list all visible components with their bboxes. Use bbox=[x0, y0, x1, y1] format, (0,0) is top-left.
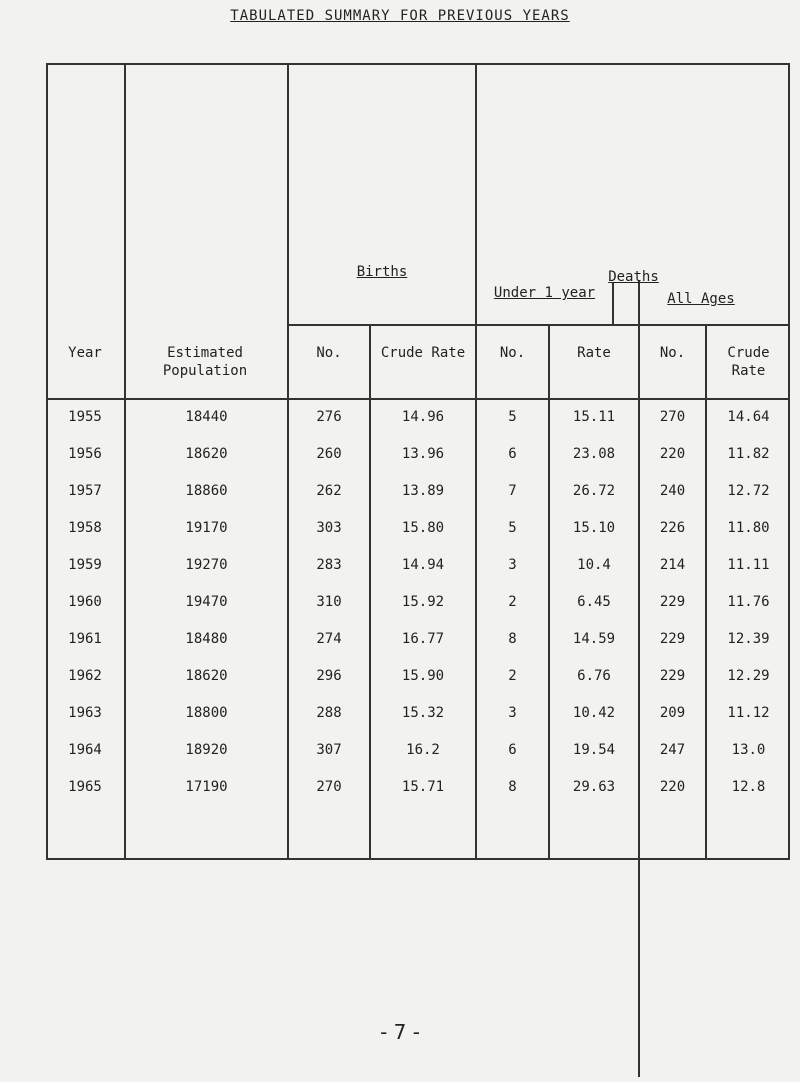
divider bbox=[287, 324, 790, 326]
births-header: Births bbox=[356, 264, 408, 280]
cell-population: 18620 bbox=[185, 668, 228, 684]
cell-births-no: 276 bbox=[316, 409, 342, 425]
cell-deaths-rate: 11.12 bbox=[727, 705, 770, 721]
cell-births-no: 262 bbox=[316, 483, 342, 499]
all-ages-header: All Ages bbox=[667, 291, 735, 307]
cell-births-rate: 13.89 bbox=[401, 483, 445, 499]
cell-infant-rate: 29.63 bbox=[572, 779, 616, 795]
cell-deaths-no: 229 bbox=[659, 668, 686, 684]
cell-deaths-rate: 11.11 bbox=[727, 557, 770, 573]
divider bbox=[46, 398, 790, 400]
cell-births-rate: 13.96 bbox=[401, 446, 445, 462]
cell-infant-no: 5 bbox=[508, 409, 517, 425]
page-number: - 7 - bbox=[380, 1020, 420, 1044]
cell-infant-no: 5 bbox=[508, 520, 517, 536]
cell-year: 1964 bbox=[68, 742, 102, 758]
cell-births-no: 283 bbox=[316, 557, 342, 573]
page-title: TABULATED SUMMARY FOR PREVIOUS YEARS bbox=[230, 8, 570, 24]
cell-infant-no: 8 bbox=[508, 779, 517, 795]
cell-year: 1961 bbox=[68, 631, 102, 647]
cell-infant-rate: 15.11 bbox=[572, 409, 616, 425]
cell-deaths-no: 226 bbox=[659, 520, 686, 536]
cell-births-rate: 14.96 bbox=[401, 409, 445, 425]
cell-births-no: 303 bbox=[316, 520, 342, 536]
cell-births-no: 270 bbox=[316, 779, 342, 795]
cell-infant-rate: 10.42 bbox=[572, 705, 616, 721]
under-one-header: Under 1 year bbox=[493, 285, 596, 301]
year-header: Year bbox=[68, 345, 102, 361]
cell-population: 19470 bbox=[185, 594, 228, 610]
cell-deaths-rate: 14.64 bbox=[727, 409, 770, 425]
cell-deaths-rate: 12.72 bbox=[727, 483, 770, 499]
cell-population: 18920 bbox=[185, 742, 228, 758]
cell-deaths-rate: 11.76 bbox=[727, 594, 770, 610]
cell-births-no: 260 bbox=[316, 446, 342, 462]
cell-deaths-no: 209 bbox=[659, 705, 686, 721]
cell-infant-no: 3 bbox=[508, 705, 517, 721]
cell-population: 19270 bbox=[185, 557, 228, 573]
cell-deaths-rate: 11.82 bbox=[727, 446, 770, 462]
cell-year: 1957 bbox=[68, 483, 102, 499]
cell-infant-no: 3 bbox=[508, 557, 517, 573]
cell-population: 18440 bbox=[185, 409, 228, 425]
population-header: Estimated Population bbox=[162, 345, 248, 379]
cell-year: 1959 bbox=[68, 557, 102, 573]
cell-births-rate: 15.92 bbox=[401, 594, 445, 610]
cell-infant-rate: 23.08 bbox=[572, 446, 616, 462]
deaths-no-header: No. bbox=[659, 345, 686, 361]
cell-infant-no: 8 bbox=[508, 631, 517, 647]
cell-births-no: 274 bbox=[316, 631, 342, 647]
infant-no-header: No. bbox=[499, 345, 526, 361]
cell-deaths-rate: 12.8 bbox=[731, 779, 766, 795]
cell-deaths-no: 240 bbox=[659, 483, 686, 499]
cell-deaths-rate: 12.29 bbox=[727, 668, 770, 684]
cell-infant-rate: 19.54 bbox=[572, 742, 616, 758]
cell-infant-rate: 6.45 bbox=[577, 594, 611, 610]
cell-births-rate: 14.94 bbox=[401, 557, 445, 573]
cell-births-no: 307 bbox=[316, 742, 342, 758]
cell-population: 19170 bbox=[185, 520, 228, 536]
cell-births-rate: 15.90 bbox=[401, 668, 445, 684]
cell-year: 1955 bbox=[68, 409, 102, 425]
cell-deaths-no: 247 bbox=[659, 742, 686, 758]
cell-infant-rate: 6.76 bbox=[577, 668, 611, 684]
cell-infant-rate: 10.4 bbox=[577, 557, 611, 573]
cell-year: 1958 bbox=[68, 520, 102, 536]
cell-deaths-no: 229 bbox=[659, 631, 686, 647]
cell-population: 18860 bbox=[185, 483, 228, 499]
cell-births-rate: 15.80 bbox=[401, 520, 445, 536]
cell-infant-rate: 15.10 bbox=[572, 520, 616, 536]
cell-population: 17190 bbox=[185, 779, 228, 795]
cell-infant-no: 2 bbox=[508, 668, 517, 684]
cell-deaths-rate: 11.80 bbox=[727, 520, 770, 536]
births-no-header: No. bbox=[316, 345, 342, 361]
cell-infant-no: 2 bbox=[508, 594, 517, 610]
births-rate-header: Crude Rate bbox=[380, 345, 466, 361]
deaths-header: Deaths bbox=[608, 269, 659, 285]
cell-year: 1963 bbox=[68, 705, 102, 721]
cell-deaths-rate: 12.39 bbox=[727, 631, 770, 647]
cell-infant-no: 6 bbox=[508, 446, 517, 462]
cell-year: 1965 bbox=[68, 779, 102, 795]
cell-year: 1960 bbox=[68, 594, 102, 610]
cell-births-no: 296 bbox=[316, 668, 342, 684]
cell-births-rate: 15.71 bbox=[401, 779, 445, 795]
cell-infant-no: 6 bbox=[508, 742, 517, 758]
cell-deaths-no: 220 bbox=[659, 779, 686, 795]
cell-deaths-rate: 13.0 bbox=[731, 742, 766, 758]
cell-infant-rate: 26.72 bbox=[572, 483, 616, 499]
cell-births-rate: 16.77 bbox=[401, 631, 445, 647]
cell-population: 18620 bbox=[185, 446, 228, 462]
cell-population: 18800 bbox=[185, 705, 228, 721]
cell-infant-no: 7 bbox=[508, 483, 517, 499]
infant-rate-header: Rate bbox=[577, 345, 611, 361]
cell-births-no: 310 bbox=[316, 594, 342, 610]
deaths-rate-header: Crude Rate bbox=[727, 345, 770, 379]
cell-births-rate: 15.32 bbox=[401, 705, 445, 721]
cell-year: 1962 bbox=[68, 668, 102, 684]
cell-births-no: 288 bbox=[316, 705, 342, 721]
cell-births-rate: 16.2 bbox=[406, 742, 440, 758]
cell-year: 1956 bbox=[68, 446, 102, 462]
cell-population: 18480 bbox=[185, 631, 228, 647]
cell-deaths-no: 220 bbox=[659, 446, 686, 462]
cell-deaths-no: 270 bbox=[659, 409, 686, 425]
cell-infant-rate: 14.59 bbox=[572, 631, 616, 647]
cell-deaths-no: 214 bbox=[659, 557, 686, 573]
cell-deaths-no: 229 bbox=[659, 594, 686, 610]
